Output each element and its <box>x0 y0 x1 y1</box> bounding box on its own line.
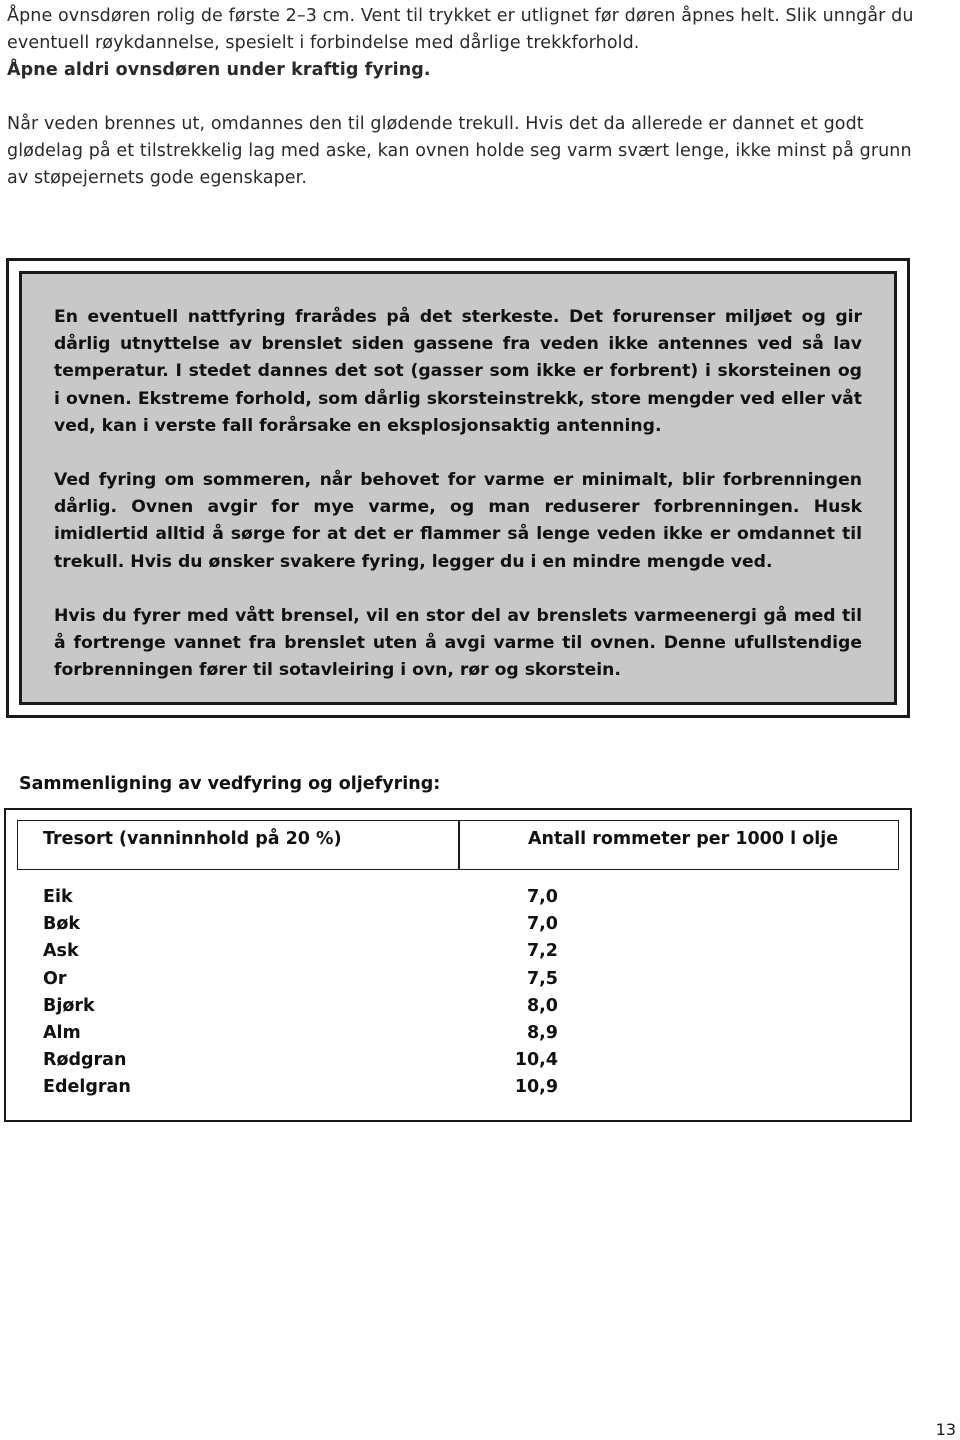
notice-paragraph-2: Ved fyring om sommeren, når behovet for varme er minimalt, blir forbrenningen dårlig. Ovnen avgir for mye varme, og man reduserer forbrenningen. Husk imidlertid alltid å sørge for at det er flammer så lenge veden ikke er omdannet til trekull. Hvis du ønsker svakere fyring, legger du i en mindre mengde ved. <box>54 470 862 572</box>
wood-name: Alm <box>43 1022 81 1043</box>
page-number: 13 <box>935 1420 956 1439</box>
notice-paragraph-1: En eventuell nattfyring frarådes på det sterkeste. Det forurenser miljøet og gir dårlig utnyttelse av brenslet siden gassene fra veden ikke antennes ved så lav temperatur. I stedet dannes det sot (gasser som ikke er forbrent) i skorsteinen og i ovnen. Ekstreme forhold, som dårlig skorsteinstrekk, store mengder ved eller våt ved, kan i verste fall forårsake en eksplosjonsaktig antenning. <box>54 307 862 436</box>
intro-text-door: Åpne ovnsdøren rolig de første 2–3 cm. Vent til trykket er utlignet før døren åpnes helt. Slik unngår du eventuell røykdannelse, spesielt i forbindelse med dårlige trekkforhold. <box>7 6 914 53</box>
intro-paragraph-1 <box>7 3 922 84</box>
wood-name: Rødgran <box>43 1050 127 1071</box>
wood-value: 10,4 <box>514 1050 558 1071</box>
intro-section <box>7 3 922 192</box>
intro-paragraph-2: Når veden brennes ut, omdannes den til glødende trekull. Hvis det da allerede er dannet et godt glødelag på et tilstrekkelig lag med aske, kan ovnen holde seg varm svært lenge, ikke minst på grunn av støpejernets gode egenskaper. <box>7 114 912 188</box>
wood-name: Ask <box>43 941 79 962</box>
comparison-title: Sammenligning av vedfyring og oljefyring: <box>19 774 441 794</box>
wood-value: 8,0 <box>526 995 558 1016</box>
wood-value: 7,5 <box>526 968 558 989</box>
table-row <box>6 966 910 993</box>
wood-name: Or <box>43 968 67 989</box>
table-row <box>6 1047 910 1074</box>
wood-name: Bøk <box>43 914 80 935</box>
wood-name: Bjørk <box>43 995 95 1016</box>
table-row <box>6 993 910 1020</box>
notice-content <box>19 271 897 705</box>
wood-value: 7,2 <box>526 941 558 962</box>
table-row <box>6 911 910 938</box>
wood-value: 7,0 <box>526 887 558 907</box>
wood-value: 7,0 <box>526 914 558 935</box>
notice-paragraph-3: Hvis du fyrer med vått brensel, vil en stor del av brenslets varmeenergi gå med til å fortrenge vannet fra brenslet uten å avgi varme til ovnen. Denne ufullstendige forbrenningen fører til sotavleiring i ovn, rør og skorstein. <box>54 605 862 681</box>
table-row <box>6 1020 910 1047</box>
table-header-divider <box>458 820 460 870</box>
table-row <box>6 1074 910 1101</box>
wood-name: Eik <box>43 887 73 907</box>
table-header-volume: Antall rommeter per 1000 l olje <box>528 829 839 849</box>
wood-value: 10,9 <box>514 1077 558 1098</box>
table-header-wood-type: Tresort (vanninnhold på 20 %) <box>43 829 342 849</box>
table-row <box>6 884 910 911</box>
wood-name: Edelgran <box>43 1077 131 1098</box>
comparison-table <box>4 808 912 1122</box>
table-row <box>6 938 910 965</box>
table-rows <box>6 884 910 1102</box>
intro-warning-bold: Åpne aldri ovnsdøren under kraftig fyring. <box>7 60 431 80</box>
wood-value: 8,9 <box>526 1022 558 1043</box>
notice-box <box>6 258 910 718</box>
